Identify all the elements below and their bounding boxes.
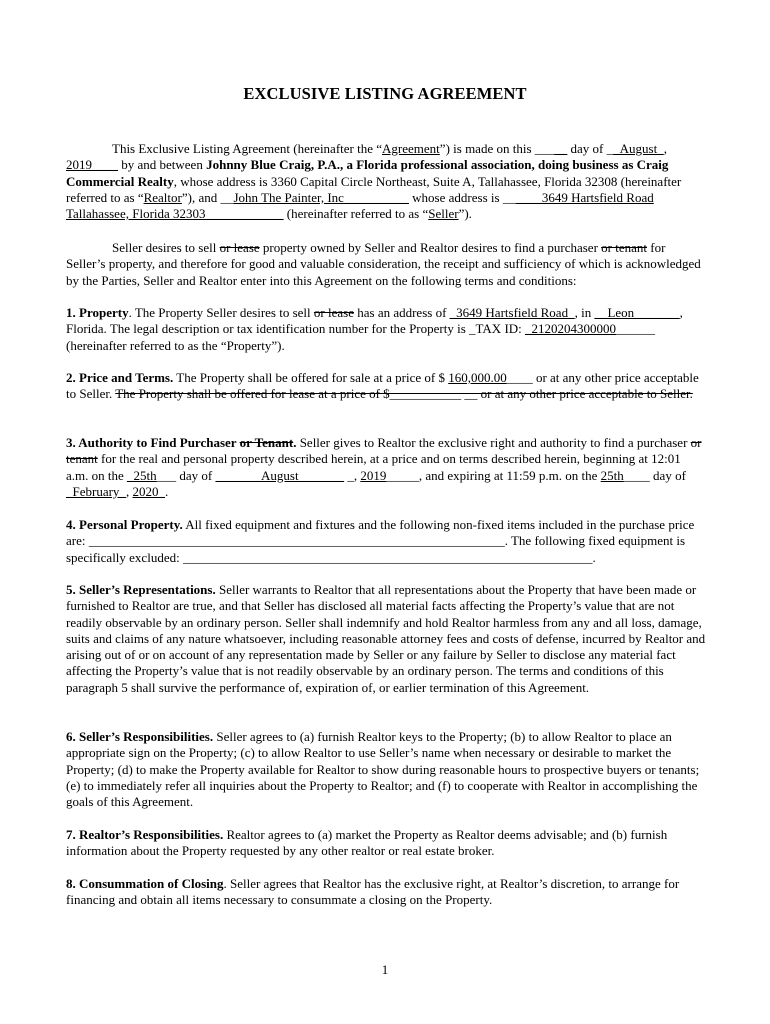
section-heading: . <box>293 435 297 450</box>
section-heading: 5. Seller’s Representations. <box>66 582 216 597</box>
section-heading: 3. Authority to Find Purchaser <box>66 435 240 450</box>
section-text: , <box>125 483 133 499</box>
section-text: , Florida. The legal description or tax identification number for the Property is _TAX ID: <box>66 305 683 337</box>
end-year-field: 2020_ <box>132 483 165 499</box>
month-field: _August_ <box>613 141 664 156</box>
intro-text: This Exclusive Listing Agreement (hereinafter the “ <box>112 141 383 156</box>
start-year-field: 2019 <box>360 467 387 483</box>
price-field: 160,000.00 <box>448 370 507 385</box>
recital-text: for Seller’s property, and therefore for good and valuable consideration, the receipt and sufficiency of which is acknowledged by the Parties, Seller and Realtor enter into this Agreement on the following terms and conditions: <box>66 240 701 288</box>
intro-text: ”), and __ <box>181 189 234 205</box>
section-heading: 1. Property <box>66 305 129 320</box>
day-blank: __ <box>554 141 568 156</box>
section-text: , in <box>574 305 595 320</box>
end-day-field: 25th <box>600 467 624 483</box>
intro-text: , whose address is 3360 Capital Circle Northeast, Suite A, Tallahassee, Florida 32308 (hereinafter referred to as “ <box>66 173 682 205</box>
struck-text: The Property shall be offered for lease at a price of $___________ __ or at any other price acceptable to Seller. <box>115 386 693 402</box>
tax-id-field: _2120204300000 <box>525 321 617 337</box>
recital-text: property owned by Seller and Realtor desires to find a purchaser <box>259 240 602 255</box>
section-authority <box>66 435 706 500</box>
intro-text: __ <box>502 189 516 205</box>
page-number: 1 <box>381 962 389 977</box>
intro-text: whose address is <box>408 189 503 205</box>
section-text: . <box>164 483 169 499</box>
intro-paragraph <box>66 141 706 222</box>
realtor-party-name: Johnny Blue Craig, P.A., a Florida professional association, doing business as Craig Commercial Realty <box>66 157 669 189</box>
section-text: Seller warrants to Realtor that all representations about the Property that have been made or furnished to Realtor are true, and that Seller has disclosed all material facts affecting the Property’s value that are not readily observable by an ordinary person. Seller shall indemnify and hold Realtor harmless from any and all loss, damage, suits and claims of any nature whatsoever, including reasonable attorney fees and costs of defense, incurred by Realtor and arising out of or on account of any representation made by Seller or any failure by Seller to disclose any material fact affecting the Property’s value that is not readily observable by an ordinary person. The terms and conditions of this paragraph 5 shall survive the performance of, expiration of, or earlier termination of this Agreement. <box>66 582 706 695</box>
section-text: Realtor agrees to (a) market the Property as Realtor deems advisable; and (b) furnish information about the Property requested by any other realtor or real estate broker. <box>66 827 668 859</box>
section-property <box>66 305 706 354</box>
seller-name-field: John The Painter, Inc__________ <box>233 189 409 205</box>
section-text: ___ day of <box>156 467 216 483</box>
section-text: All fixed equipment and fixtures and the following non-fixed items included in the purchase price are: ________________________________________________________________. The following fixed equipment is specifically excluded: _______________________________________________________________. <box>66 517 695 565</box>
section-text: The Property shall be offered for sale at a price of $ <box>173 370 449 385</box>
section-text: has an address of <box>353 305 450 320</box>
intro-text: by and between <box>118 157 207 173</box>
county-field: __Leon_______ <box>594 305 680 320</box>
section-seller-representations <box>66 582 706 696</box>
section-text: _, <box>344 467 361 483</box>
struck-text: or tenant <box>66 435 702 467</box>
struck-text: or Tenant <box>239 435 294 450</box>
recital-paragraph <box>66 240 706 289</box>
section-text: _____, and expiring at 11:59 p.m. on the <box>386 467 601 483</box>
section-text: for the real and personal property described herein, at a price and on terms described herein, beginning at 12:01 a.m. on the <box>66 451 681 483</box>
start-month-field: _______August_______ <box>215 467 345 483</box>
section-text: Seller agrees to (a) furnish Realtor keys to the Property; (b) to allow Realtor to place an appropriate sign on the Property; (c) to allow Realtor to use Seller’s name when necessary or desirable to market the Property; (d) to make the Property available for Realtor to show during reasonable hours to prospective buyers or tenants; (e) to immediately refer all inquiries about the Property to Realtor; and (f) to cooperate with Realtor in accomplishing the goals of this Agreement. <box>66 729 700 810</box>
section-consummation <box>66 876 706 909</box>
section-heading: 4. Personal Property. <box>66 517 183 532</box>
struck-text: or lease <box>219 240 260 255</box>
section-text: Seller gives to Realtor the exclusive right and authority to find a purchaser <box>296 435 691 450</box>
end-month-field: _February_ <box>66 483 126 499</box>
seller-term: Seller <box>428 206 459 222</box>
intro-text: , <box>663 141 667 156</box>
intro-text: (hereinafter referred to as “ <box>283 206 429 222</box>
section-heading: 8. Consummation of Closing <box>66 876 224 891</box>
section-heading: 6. Seller’s Responsibilities. <box>66 729 214 744</box>
section-personal-property <box>66 517 706 566</box>
start-day-field: _25th <box>127 467 157 483</box>
property-address-field: _3649 Hartsfield Road_ <box>449 305 575 320</box>
agreement-term: Agreement <box>382 141 440 156</box>
struck-text: or tenant <box>601 240 648 255</box>
struck-text: or lease <box>313 305 354 320</box>
section-text: ______ (hereinafter referred to as the “Property”). <box>66 321 656 353</box>
intro-text: ”) is made on this ___ <box>439 141 555 156</box>
document-title: EXCLUSIVE LISTING AGREEMENT <box>243 84 527 103</box>
section-text: . Seller agrees that Realtor has the exclusive right, at Realtor’s discretion, to arrange for financing and obtain all items necessary to consummate a closing on the Property. <box>66 876 680 908</box>
recital-text: Seller desires to sell <box>112 240 220 255</box>
section-text: ____ day of <box>623 467 686 483</box>
section-text: ____ or at any other price acceptable to Seller. <box>66 370 699 402</box>
year-field: 2019____ <box>66 157 118 173</box>
realtor-term: Realtor <box>143 189 182 205</box>
intro-text: day of _ <box>567 141 614 156</box>
section-realtor-responsibilities <box>66 827 706 860</box>
section-heading: 7. Realtor’s Responsibilities. <box>66 827 224 842</box>
intro-text: ”). <box>458 206 472 222</box>
section-seller-responsibilities <box>66 729 706 810</box>
section-text: . The Property Seller desires to sell <box>128 305 314 320</box>
seller-address-field: ____3649 Hartsfield Road Tallahassee, Florida 32303____________ <box>66 189 654 222</box>
section-heading: 2. Price and Terms. <box>66 370 174 385</box>
section-price-terms <box>66 370 706 403</box>
